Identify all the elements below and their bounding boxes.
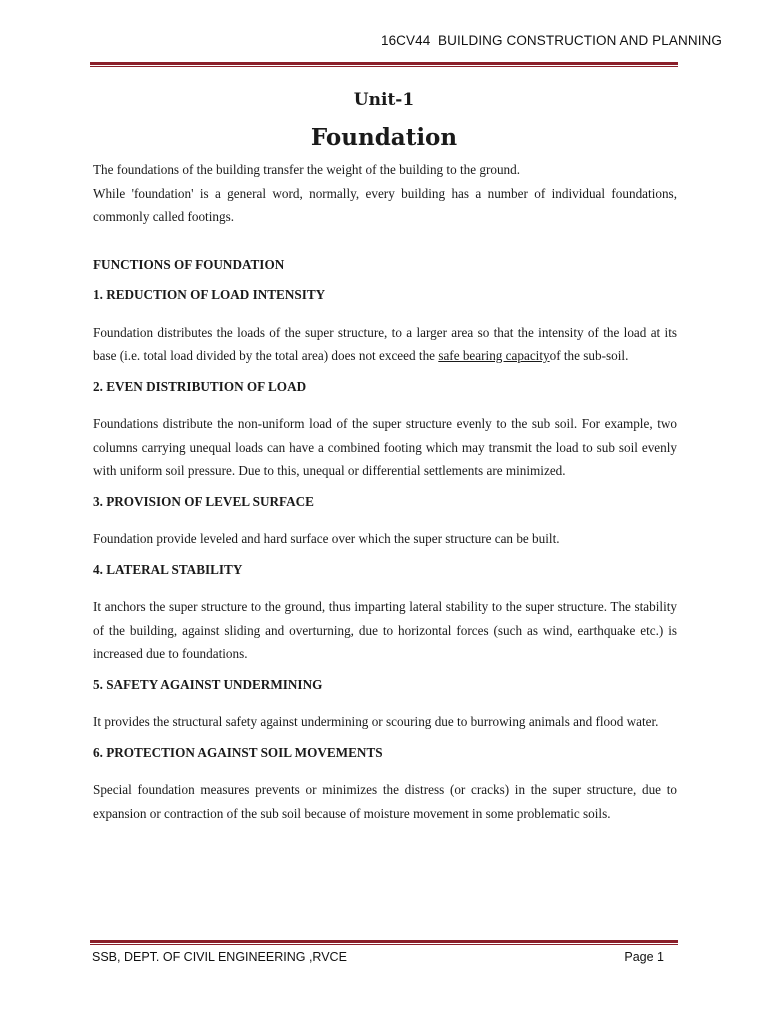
section-body-3: Foundation provide leveled and hard surface over which the super structure can be built. bbox=[93, 531, 560, 546]
intro-paragraph-1: The foundations of the building transfer the weight of the building to the ground. bbox=[93, 162, 521, 177]
document-body bbox=[93, 158, 677, 825]
footer-rule-thin bbox=[90, 944, 678, 945]
section-heading-3: 3. PROVISION OF LEVEL SURFACE bbox=[93, 493, 314, 509]
functions-heading: FUNCTIONS OF FOUNDATION bbox=[93, 256, 285, 272]
page-number: Page 1 bbox=[624, 950, 664, 964]
section-body-1-text: Foundation distributes the loads of the super structure, to a larger area so that the intensity of the load at its base (i.e. total load divided by the total area) does not exceed the bbox=[93, 324, 677, 363]
section-body-4: It anchors the super structure to the ground, thus imparting lateral stability to the super structure. The stability of the building, against sliding and overturning, due to horizontal forces (such as wind, earthquake etc.) is increased due to foundations. bbox=[93, 599, 677, 661]
page-title: Foundation bbox=[310, 124, 458, 151]
header-rule-thin bbox=[90, 66, 678, 67]
section-heading-2: 2. EVEN DISTRIBUTION OF LOAD bbox=[93, 378, 307, 394]
footer-department: SSB, DEPT. OF CIVIL ENGINEERING ,RVCE bbox=[92, 950, 347, 964]
intro-paragraph-2: While 'foundation' is a general word, normally, every building has a number of individual foundations, commonly called footings. bbox=[93, 185, 677, 224]
section-body-2: Foundations distribute the non-uniform load of the super structure evenly to the sub soil. For example, two columns carrying unequal loads can have a combined footing which may transmit the load to sub soil evenly with uniform soil pressure. Due to this, unequal or differential settlements are minimized. bbox=[93, 416, 677, 478]
header-course-title: 16CV44 BUILDING CONSTRUCTION AND PLANNING bbox=[380, 33, 722, 48]
page-header bbox=[0, 0, 768, 70]
section-heading-4: 4. LATERAL STABILITY bbox=[93, 561, 243, 577]
footer-rule bbox=[90, 940, 678, 945]
footer-rule-thick bbox=[90, 940, 678, 943]
unit-title: Unit-1 bbox=[353, 90, 415, 110]
section-heading-5: 5. SAFETY AGAINST UNDERMINING bbox=[93, 676, 323, 692]
header-rule-thick bbox=[90, 62, 678, 65]
section-body-6: Special foundation measures prevents or minimizes the distress (or cracks) in the super structure, due to expansion or contraction of the sub soil because of moisture movement in some problematic soils. bbox=[93, 782, 677, 821]
header-rule bbox=[90, 62, 678, 67]
safe-bearing-capacity-link[interactable]: safe bearing capacity bbox=[438, 348, 550, 363]
section-body-5: It provides the structural safety against undermining or scouring due to burrowing animals and flood water. bbox=[93, 714, 659, 729]
section-heading-1: 1. REDUCTION OF LOAD INTENSITY bbox=[93, 287, 326, 302]
section-body-1-tail: of the sub-soil. bbox=[549, 348, 629, 363]
section-body-1 bbox=[93, 321, 677, 368]
section-heading-6: 6. PROTECTION AGAINST SOIL MOVEMENTS bbox=[93, 744, 383, 760]
